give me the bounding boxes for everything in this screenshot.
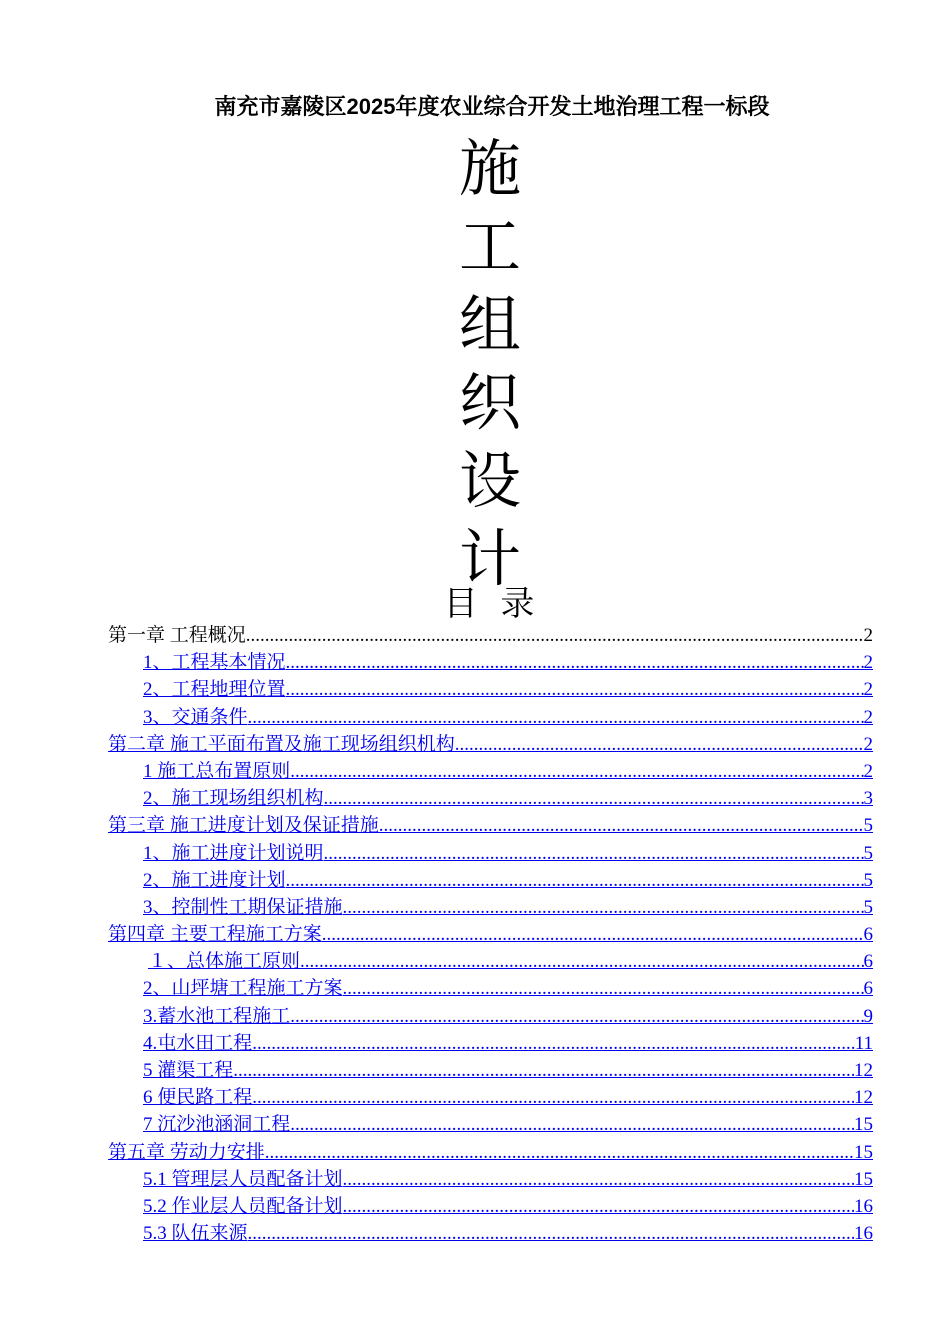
- toc-entry-label: １、总体施工原则: [148, 951, 301, 973]
- toc-page-number: 2: [863, 760, 873, 782]
- toc-entry-label: 2、山坪塘工程施工方案: [143, 978, 343, 1000]
- toc-chapter-link[interactable]: [108, 812, 873, 839]
- toc-page-number: 15: [854, 1141, 873, 1163]
- toc-entry-label: 第四章 主要工程施工方案: [108, 924, 322, 946]
- toc-dot-leader: [286, 867, 864, 894]
- toc-entry-label: 5.3 队伍来源: [143, 1223, 248, 1245]
- title-char: 施: [458, 132, 521, 205]
- toc-page-number: 5: [863, 815, 873, 837]
- toc-chapter-1[interactable]: [108, 622, 873, 649]
- toc-page-number: 15: [854, 1114, 873, 1136]
- toc-section-link[interactable]: [108, 894, 873, 921]
- toc-section-link[interactable]: [108, 704, 873, 731]
- toc-entry-label: 2、施工进度计划: [143, 869, 286, 891]
- table-of-contents: [108, 622, 873, 1247]
- toc-dot-leader: [290, 1003, 863, 1030]
- toc-dot-leader: [290, 1111, 854, 1138]
- toc-section-link[interactable]: [108, 1030, 873, 1057]
- toc-dot-leader: [324, 785, 864, 812]
- toc-dot-leader: [248, 704, 864, 731]
- toc-entry-label: 4.屯水田工程: [143, 1032, 253, 1054]
- toc-page-number: 16: [854, 1195, 873, 1217]
- toc-heading: 目 录: [443, 584, 541, 624]
- toc-section-link[interactable]: [108, 758, 873, 785]
- toc-page-number: 3: [863, 788, 873, 810]
- toc-entry-label: 第五章 劳动力安排: [108, 1141, 265, 1163]
- toc-section-link[interactable]: [108, 1003, 873, 1030]
- title-char: 工: [458, 210, 521, 283]
- toc-entry-label: 5 灌渠工程: [143, 1060, 234, 1081]
- toc-dot-leader: [248, 1220, 854, 1247]
- toc-dot-leader: [322, 921, 864, 948]
- toc-page-number: 12: [854, 1087, 873, 1109]
- toc-entry-label: 7 沉沙池涵洞工程: [143, 1114, 291, 1136]
- toc-dot-leader: [455, 731, 864, 758]
- toc-dot-leader: [324, 840, 864, 867]
- toc-section-link[interactable]: [108, 676, 873, 703]
- toc-section-link[interactable]: [108, 948, 873, 975]
- toc-dot-leader: [252, 1084, 854, 1111]
- toc-entry-label: 第一章 工程概况: [108, 625, 246, 646]
- toc-page-number: 2: [863, 652, 873, 674]
- toc-dot-leader: [300, 948, 863, 975]
- toc-chapter-link[interactable]: [108, 1139, 873, 1166]
- toc-page-number: 11: [854, 1032, 873, 1054]
- toc-dot-leader: [379, 812, 864, 839]
- toc-page-number: 5: [863, 842, 873, 864]
- toc-section-link[interactable]: [108, 1166, 873, 1193]
- toc-dot-leader: [286, 676, 864, 703]
- toc-page-number: 2: [863, 733, 873, 755]
- toc-page-number: 9: [863, 1005, 873, 1027]
- toc-page-number: 6: [863, 951, 873, 973]
- toc-entry-label: 1、工程基本情况: [143, 652, 286, 674]
- toc-section-link[interactable]: [108, 649, 873, 676]
- title-char: 计: [458, 522, 521, 595]
- toc-page-number: 2: [863, 625, 873, 646]
- title-char: 组: [458, 288, 521, 361]
- toc-entry-label: 3.蓄水池工程施工: [143, 1005, 291, 1027]
- construction-design-title: [440, 130, 540, 598]
- toc-page-number: 6: [863, 924, 873, 946]
- toc-section-link[interactable]: [108, 840, 873, 867]
- toc-dot-leader: [290, 758, 863, 785]
- toc-dot-leader: [343, 1166, 854, 1193]
- toc-entry-label: 2、工程地理位置: [143, 679, 286, 701]
- toc-page-number: 6: [863, 978, 873, 1000]
- toc-dot-leader: [265, 1139, 854, 1166]
- toc-dot-leader: [343, 1193, 854, 1220]
- toc-entry-label: 第三章 施工进度计划及保证措施: [108, 815, 379, 837]
- toc-entry-label: 5.2 作业层人员配备计划: [143, 1195, 343, 1217]
- toc-chapter-link[interactable]: [108, 731, 873, 758]
- toc-entry-label: 6 便民路工程: [143, 1087, 253, 1109]
- toc-section-link[interactable]: [108, 975, 873, 1002]
- toc-page-number: 12: [854, 1060, 873, 1081]
- toc-entry-label: 3、交通条件: [143, 706, 248, 728]
- toc-section-link[interactable]: [108, 1057, 873, 1084]
- toc-entry-label: 1、施工进度计划说明: [143, 842, 324, 864]
- toc-entry-label: 2、施工现场组织机构: [143, 788, 324, 810]
- toc-dot-leader: [343, 975, 864, 1002]
- toc-section-link[interactable]: [108, 1193, 873, 1220]
- toc-dot-leader: [246, 622, 864, 649]
- toc-page-number: 15: [854, 1168, 873, 1190]
- toc-entry-label: 1 施工总布置原则: [143, 760, 291, 782]
- toc-page-number: 5: [863, 896, 873, 918]
- toc-page-number: 2: [863, 706, 873, 728]
- toc-dot-leader: [343, 894, 864, 921]
- toc-section-link[interactable]: [108, 867, 873, 894]
- toc-section-link[interactable]: [108, 1111, 873, 1138]
- toc-entry-label: 第二章 施工平面布置及施工现场组织机构: [108, 733, 455, 755]
- toc-section-link[interactable]: [108, 785, 873, 812]
- toc-section-link[interactable]: [108, 1220, 873, 1247]
- toc-dot-leader: [252, 1030, 854, 1057]
- toc-page-number: 16: [854, 1223, 873, 1245]
- document-title: 南充市嘉陵区2025年度农业综合开发土地治理工程一标段: [214, 94, 770, 119]
- toc-chapter-link[interactable]: [108, 921, 873, 948]
- toc-page-number: 2: [863, 679, 873, 701]
- toc-dot-leader: [233, 1057, 854, 1084]
- toc-page-number: 5: [863, 869, 873, 891]
- title-char: 设: [458, 444, 521, 517]
- toc-entry-label: 3、控制性工期保证措施: [143, 896, 343, 918]
- toc-section-link[interactable]: [108, 1084, 873, 1111]
- toc-entry-label: 5.1 管理层人员配备计划: [143, 1168, 343, 1190]
- title-char: 织: [458, 366, 521, 439]
- toc-dot-leader: [286, 649, 864, 676]
